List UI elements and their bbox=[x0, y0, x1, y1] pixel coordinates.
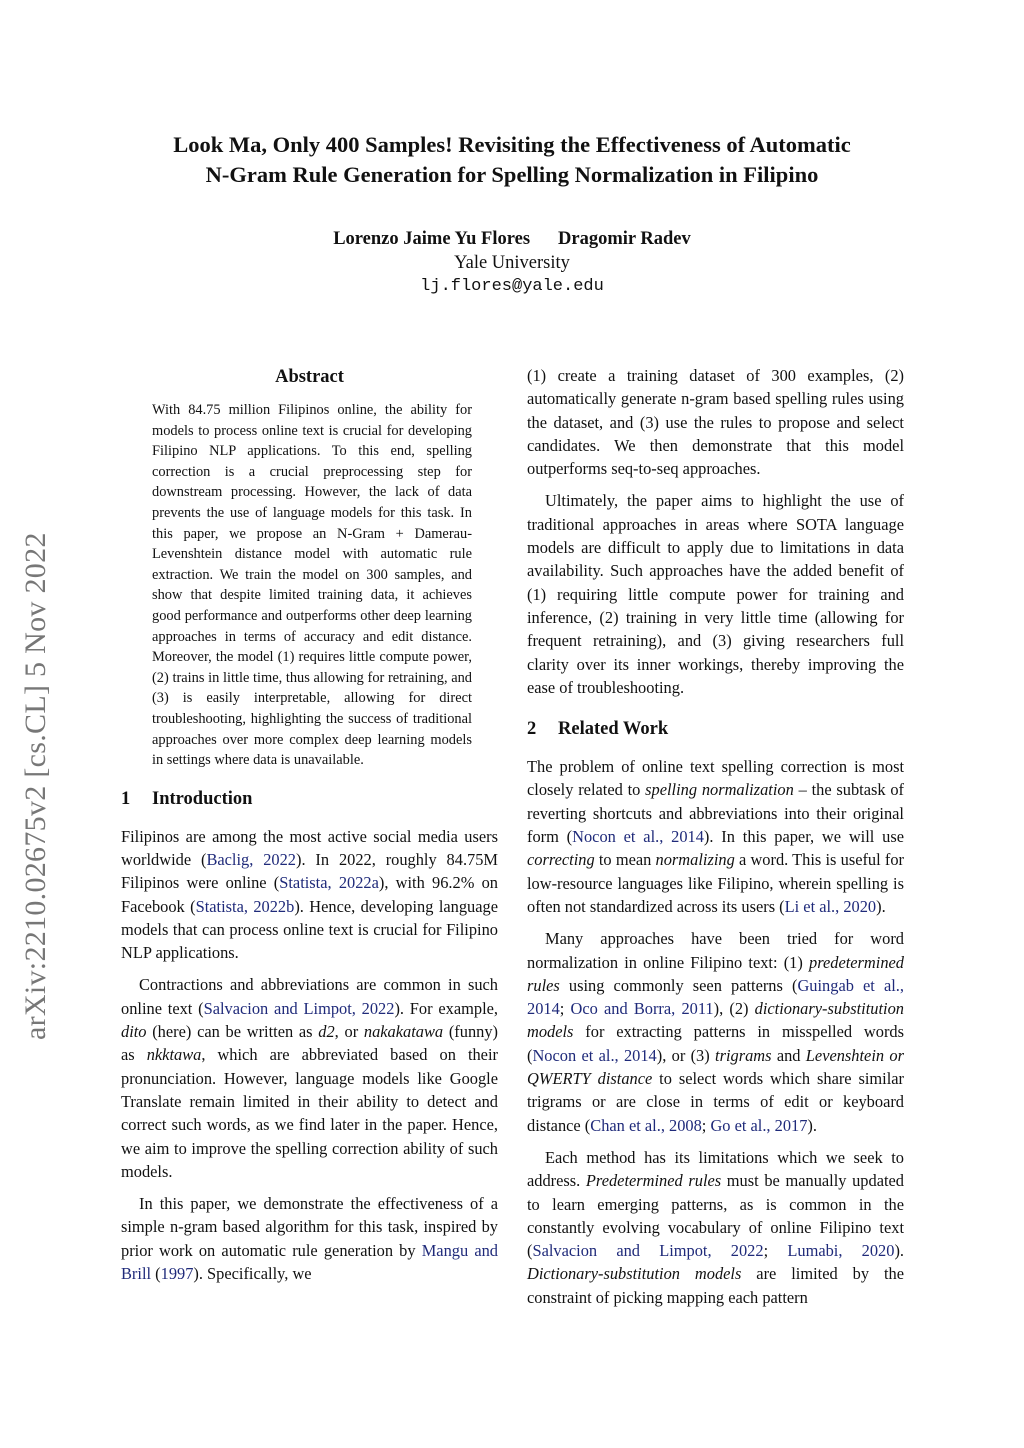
citation-link[interactable]: Guingab et al., 2014 bbox=[527, 975, 904, 1019]
section-number: 1 bbox=[121, 788, 131, 809]
title-line-2: N-Gram Rule Generation for Spelling Normalization in Filipino bbox=[205, 162, 819, 187]
section-number: 2 bbox=[527, 719, 537, 740]
section-title: Related Work bbox=[558, 719, 669, 740]
citation-link[interactable]: Nocon et al., 2014 bbox=[572, 827, 704, 847]
section-2-heading bbox=[527, 717, 904, 741]
paper-title bbox=[100, 130, 924, 190]
related-paragraph-3: Each method has its limitations which we seek to address. Predetermined rules must be manually updated to learn emerging patterns, as is common in the constantly evolving vocabulary of online Filipino text (Salvacion and Limpot, 2022; Lumabi, 2020). Dictionary-substitution models are limited by the constraint of picking mapping each pattern bbox=[527, 1147, 905, 1307]
related-paragraph-1: The problem of online text spelling correction is most closely related to spelling normalization – the subtask of reverting shortcuts and abbreviations into their original form (Nocon et al., 2014). In this paper, we will use correcting to mean normalizing a word. This is useful for low-resource languages like Filipino, wherein spelling is often not standardized across its users (Li et al., 2020). bbox=[527, 757, 905, 916]
intro-paragraph-3: In this paper, we demonstrate the effectiveness of a simple n-gram based algorithm for this task, inspired by prior work on automatic rule generation by Mangu and Brill (1997). Specifically, we bbox=[121, 1194, 498, 1284]
citation-link[interactable]: 1997 bbox=[160, 1264, 194, 1284]
citation-link[interactable]: Chan et al., 2008 bbox=[590, 1115, 702, 1135]
citation-link[interactable]: Nocon et al., 2014 bbox=[532, 1045, 657, 1065]
related-paragraph-2: Many approaches have been tried for word normalization in online Filipino text: (1) predetermined rules using commonly seen patterns (Guingab et al., 2014; Oco and Borra, 2011), (2) dictionary-substitution models for extracting patterns in misspelled words (Nocon et al., 2014), or (3) trigrams and Levenshtein or QWERTY distance to select words which share similar trigrams or are close in terms of edit or keyboard distance (Chan et al., 2008; Go et al., 2017). bbox=[527, 929, 905, 1135]
citation-link[interactable]: Baclig, 2022 bbox=[206, 849, 296, 869]
citation-link[interactable]: Statista, 2022b bbox=[195, 896, 295, 916]
citation-link[interactable]: Oco and Borra, 2011 bbox=[570, 999, 714, 1019]
citation-link[interactable]: Salvacion and Limpot, 2022 bbox=[203, 998, 395, 1018]
left-column bbox=[121, 364, 498, 1285]
section-title: Introduction bbox=[152, 788, 253, 809]
author-2: Dragomir Radev bbox=[558, 229, 691, 249]
citation-link[interactable]: Go et al., 2017 bbox=[710, 1115, 808, 1135]
intro-paragraph-4: (1) create a training dataset of 300 examples, (2) automatically generate n-gram based spelling rules using the dataset, and (3) use the rules to propose and select candidates. We then demonstrate that this model outperforms seq-to-seq approaches. bbox=[527, 366, 904, 479]
intro-paragraph-1: Filipinos are among the most active social media users worldwide (Baclig, 2022). In 2022, roughly 84.75M Filipinos were online (Statista, 2022a), with 96.2% on Facebook (Statista, 2022b). Hence, developing language models that can process online text is crucial for Filipino NLP applications. bbox=[121, 826, 499, 963]
abstract-text: With 84.75 million Filipinos online, the ability for models to process online text is crucial for developing Filipino NLP applications. To this end, spelling correction is a crucial preprocessing step for downstream processing. However, the lack of data prevents the use of language models for this task. In this paper, we propose an N-Gram + Damerau-Levenshtein distance model with automatic rule extraction. We train the model on 300 samples, and show that despite limited training data, it achieves good performance and outperforms other deep learning approaches in terms of accuracy and edit distance. Moreover, the model (1) requires little compute power, (2) trains in little time, thus allowing for retraining, and (3) is easily interpretable, allowing for direct troubleshooting, highlighting the success of traditional approaches over more complex deep learning models in settings where data is unavailable. bbox=[152, 402, 472, 769]
author-1: Lorenzo Jaime Yu Flores bbox=[333, 229, 531, 249]
citation-link[interactable]: Li et al., 2020 bbox=[784, 896, 877, 916]
citation-link[interactable]: Salvacion and Limpot, 2022 bbox=[532, 1241, 764, 1261]
author-email: lj.flores@yale.edu bbox=[420, 277, 604, 296]
author-block bbox=[100, 227, 924, 299]
right-column bbox=[527, 364, 904, 1309]
affiliation: Yale University bbox=[454, 253, 570, 273]
section-1-heading bbox=[121, 787, 498, 811]
title-line-1: Look Ma, Only 400 Samples! Revisiting the Effectiveness of Automatic bbox=[173, 132, 851, 157]
author-names bbox=[100, 227, 924, 251]
intro-paragraph-2: Contractions and abbreviations are common in such online text (Salvacion and Limpot, 2022). For example, dito (here) can be written as d2, or nakakatawa (funny) as nkktawa, which are abbreviated based on their pronunciation. However, language models like Google Translate remain limited in their ability to detect and correct such words, as we find later in the paper. Hence, we aim to improve the spelling correction ability of such models. bbox=[121, 975, 498, 1181]
citation-link[interactable]: Lumabi, 2020 bbox=[787, 1241, 895, 1261]
citation-link[interactable]: Statista, 2022a bbox=[279, 873, 379, 893]
arxiv-identifier: arXiv:2210.02675v2 [cs.CL] 5 Nov 2022 bbox=[19, 532, 52, 1040]
citation-link[interactable]: Mangu and Brill bbox=[121, 1240, 498, 1284]
intro-paragraph-5: Ultimately, the paper aims to highlight the use of traditional approaches in areas where SOTA language models are difficult to apply due to limitations in data availability. Such approaches have the added benefit of (1) requiring little compute power for training and inference, (2) training in very little time (allowing for frequent retraining), and (3) giving researchers full clarity over its inner workings, thereby improving the ease of troubleshooting. bbox=[527, 491, 904, 697]
abstract-heading: Abstract bbox=[275, 367, 344, 387]
